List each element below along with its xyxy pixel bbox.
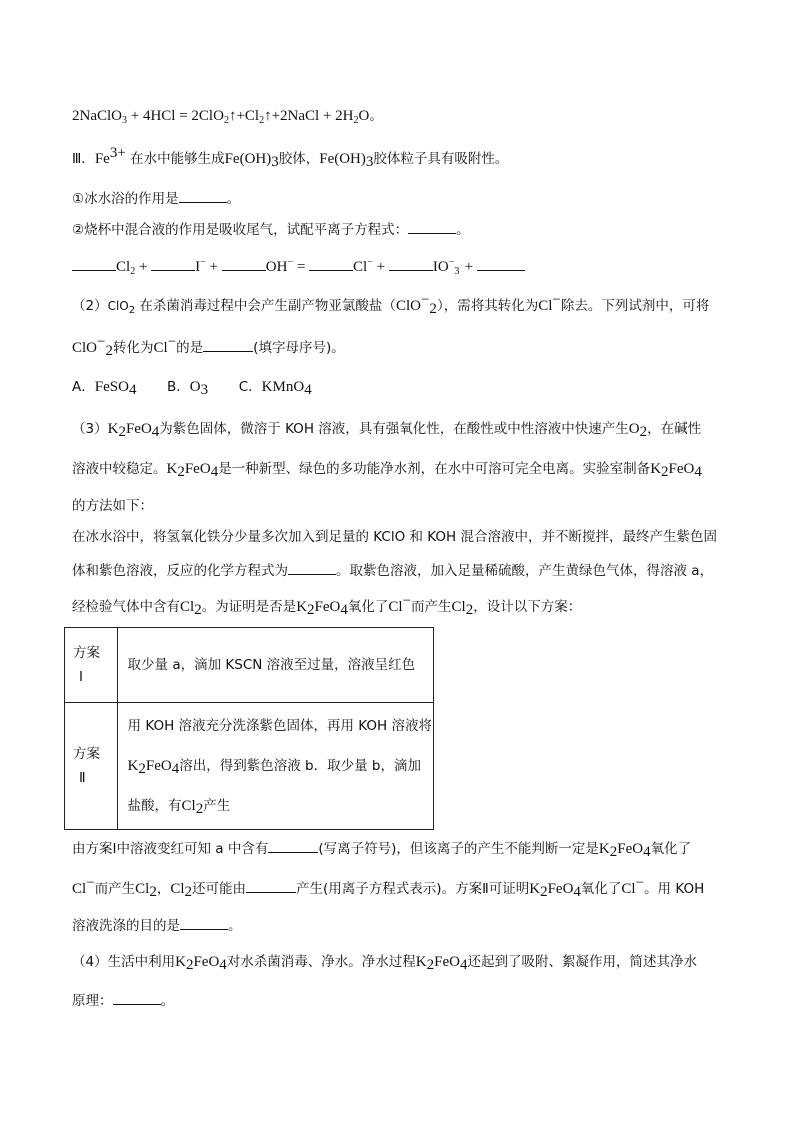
ion-equation: $Cl_2 + I^- + OH^- = Cl^- + IO^-_3$ + — [72, 256, 525, 277]
answer-blank[interactable] — [288, 560, 336, 575]
table-row — [65, 703, 434, 830]
scheme-label: 方案 Ⅱ — [65, 703, 118, 830]
option-c[interactable]: C．KMnO$_4$ — [238, 379, 312, 398]
scheme-content: 用 KOH 溶液充分洗涤紫色固体，再用 KOH 溶液将 $K_2FeO_4$溶出，得到紫色溶液 b．取少量 b，滴加 盐酸，有$Cl_2$产生 — [117, 703, 433, 830]
scheme-content: 取少量 a，滴加 KSCN 溶液至过量，溶液呈红色 — [117, 628, 433, 703]
analysis-line2: Cl−而产生$Cl_2$，$Cl_2$还可能由 产生(用离子方程式表示)。方案Ⅱ可证明$K_2FeO_4$氧化了Cl−。用 KOH — [72, 875, 705, 900]
part3q-line1: $(3)K_2FeO_4$为紫色固体，微溶于 KOH 溶液，具有强氧化性，在酸性或中性溶液中快速产生$O_2$，在碱性 — [72, 421, 702, 440]
coef-blank[interactable] — [389, 256, 433, 271]
coef-blank[interactable] — [222, 256, 266, 271]
equation-line: 2NaClO$_3$ + $4HCl = 2ClO_2↑+Cl_2↑+2NaCl + 2H_2O$。 — [72, 108, 383, 126]
coef-blank[interactable] — [151, 256, 195, 271]
coef-blank[interactable] — [477, 256, 525, 271]
coef-blank[interactable] — [309, 256, 353, 271]
option-a[interactable]: A．FeSO$_4$ — [72, 379, 137, 398]
answer-blank[interactable] — [246, 878, 296, 893]
part3-statement: Ⅲ．$Fe^{3+}$ 在水中能够生成$Fe(OH)_3$胶体，$Fe(OH)_3$胶体粒子具有吸附性。 — [72, 145, 509, 170]
part3q-line6: 经检验气体中含有$Cl_2$。为证明是否是$K_2FeO_4$氧化了Cl−而产生$Cl_2$，设计以下方案： — [72, 593, 582, 618]
scheme-label: 方案 Ⅰ — [65, 628, 118, 703]
answer-blank[interactable] — [113, 990, 161, 1005]
answer-blank[interactable] — [180, 915, 228, 930]
part3q-line4: 在冰水浴中，将氢氧化铁分少量多次加入到足量的 KClO 和 KOH 混合溶液中，并不断搅拌，最终产生紫色固 — [72, 529, 717, 545]
question-ice-bath: ①冰水浴的作用是 。 — [72, 188, 240, 209]
answer-blank[interactable] — [203, 337, 253, 352]
question-beaker: ②烧杯中混合液的作用是吸收尾气，试配平离子方程式： 。 — [72, 219, 470, 240]
option-b[interactable]: B．$O_3$ — [167, 379, 209, 398]
analysis-line1: 由方案Ⅰ中溶液变红可知 a 中含有 (写离子符号)，但该离子的产生不能判断一定是$K_2FeO_4$氧化了 — [72, 838, 691, 859]
part3q-line3: 的方法如下： — [72, 498, 153, 514]
analysis-line3: 溶液洗涤的目的是 。 — [72, 915, 242, 936]
part3q-line5: 体和紫色溶液，反应的化学方程式为 。取紫色溶液，加入足量稀硫酸，产生黄绿色气体，得溶液 a， — [72, 560, 713, 581]
answer-blank[interactable] — [408, 219, 456, 234]
options-row — [72, 377, 312, 397]
table-row — [65, 628, 434, 703]
scheme-table — [64, 627, 434, 830]
part2-line1: （2）ClO$_2$ 在杀菌消毒过程中会产生副产物亚氯酸盐（ClO−$_2$），需将其转化为Cl−除去。下列试剂中，可将 — [72, 292, 710, 317]
part3q-line2: 溶液中较稳定。$K_2FeO_4$是一种新型、绿色的多功能净水剂，在水中可溶可完全电离。实验室制备$K_2FeO_4$ — [72, 461, 702, 480]
part2-line2: ClO−$_2$转化为Cl−的是 (填字母序号)。 — [72, 334, 345, 359]
part4-line1: （4）生活中利用$K_2FeO_4$对水杀菌消毒、净水。净水过程$K_2FeO_4$还起到了吸附、絮凝作用，简述其净水 — [72, 954, 697, 973]
answer-blank[interactable] — [268, 838, 318, 853]
coef-blank[interactable] — [72, 256, 116, 271]
answer-blank[interactable] — [179, 188, 227, 203]
part4-line2: 原理： 。 — [72, 990, 174, 1011]
